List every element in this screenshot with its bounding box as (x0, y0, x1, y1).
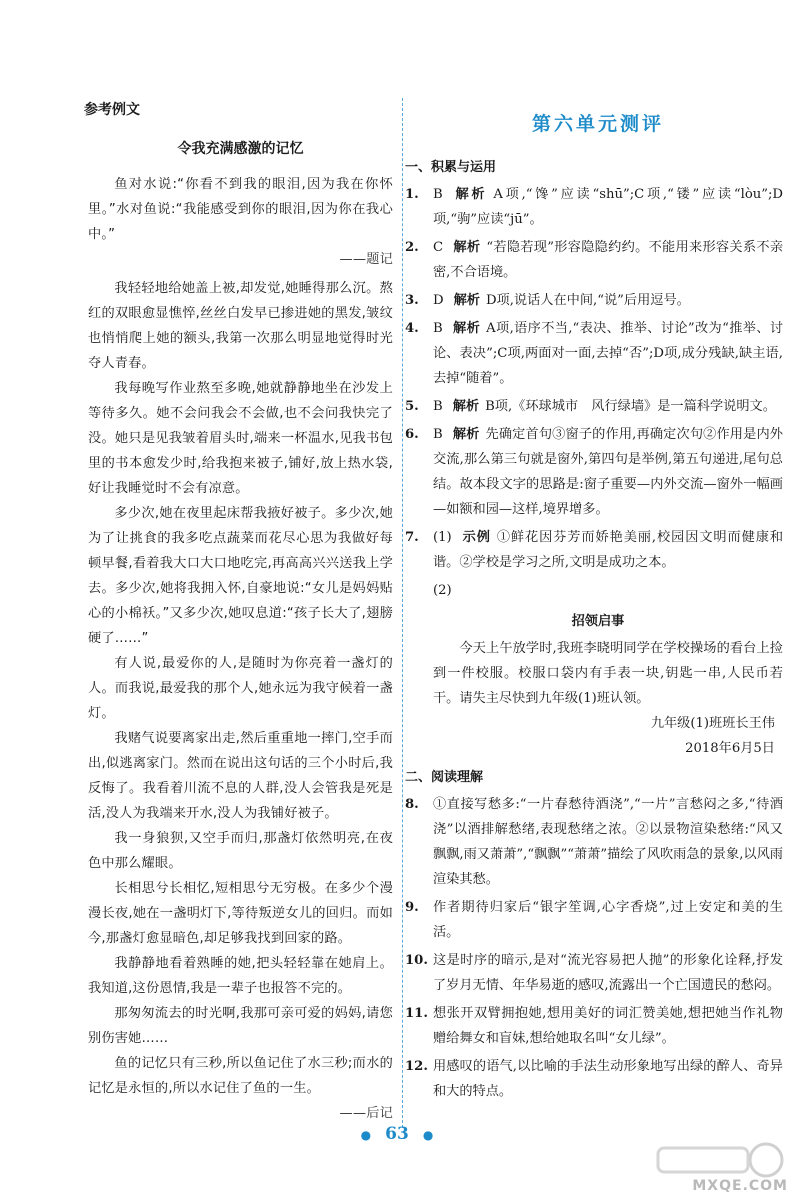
essay-paragraph: 鱼的记忆只有三秒,所以鱼记住了水三秒;而水的记忆是永恒的,所以水记住了鱼的一生。 (88, 1056, 393, 1096)
essay-paragraph: 我静静地看着熟睡的她,把头轻轻靠在她肩上。我知道,这份恩情,我是一辈子也报答不完的。 (88, 956, 393, 996)
notice-date: 2018年6月5日 (685, 741, 775, 756)
subpart-label: (2) (433, 583, 452, 598)
essay-paragraph: 那匆匆流去的时光啊,我那可亲可爱的妈妈,请您别伤害她…… (88, 1006, 393, 1046)
section-title: 参考例文 (84, 102, 140, 118)
question-number: 1. (405, 187, 419, 202)
answer-choice: C (433, 240, 444, 255)
question-item (405, 235, 784, 285)
analysis-label: 解析 (452, 187, 488, 202)
epigraph-signature: ——题记 (339, 252, 393, 267)
page-number-text: 63 (385, 1124, 409, 1144)
column-divider (402, 98, 403, 1128)
question-number: 5. (405, 399, 419, 414)
question-text: D项,说话人在中间,“说”后用逗号。 (485, 293, 690, 308)
epigraph: 鱼对水说:“你看不到我的眼泪,因为我在你怀里。”水对鱼说:“我能感受到你的眼泪,因为你在我心中。” (88, 177, 393, 242)
question-number: 2. (405, 240, 419, 255)
question-text: 用感叹的语气,以比喻的手法生动形象地写出绿的醉人、奇异和大的特点。 (433, 1059, 783, 1099)
essay-paragraph: 多少次,她在夜里起床帮我掖好被子。多少次,她为了让挑食的我多吃点蔬菜而花尽心思为我做好每顿早餐,看着我大口大口地吃完,再高高兴兴送我上学去。多少次,她将我拥入怀,自豪地说:“女儿是妈妈贴心的小棉袄。”又多少次,她叹息道:“孩子长大了,翅膀硬了……” (88, 506, 393, 646)
answer-choice: D (433, 293, 444, 308)
question-item (405, 1001, 783, 1051)
unit-title: 第六单元测评 (531, 113, 664, 135)
analysis-label: 解析 (453, 293, 480, 308)
question-number: 4. (405, 321, 419, 336)
left-column (84, 98, 393, 1126)
question-item (405, 895, 783, 945)
essay-paragraph: 我每晚写作业熬至多晚,她就静静地坐在沙发上等待多久。她不会问我会不会做,也不会问我快完了没。她只是见我皱着眉头时,端来一杯温水,见我书包里的书本愈发少时,给我抱来被子,铺好,放上热水袋,好让我睡觉时不会有凉意。 (88, 381, 393, 496)
question-number: 7. (405, 530, 419, 545)
question-item (405, 525, 783, 575)
essay-paragraph: 长相思兮长相忆,短相思兮无穷极。在多少个漫漫长夜,她在一盏明灯下,等待叛逆女儿的回归。而如今,那盏灯愈显暗色,却足够我找到回家的路。 (88, 881, 393, 946)
answer-choice: B (433, 399, 443, 414)
question-text: 作者期待归家后“银字笙调,心字香烧”,过上安定和美的生活。 (433, 900, 783, 940)
part1-title: 一、积累与运用 (405, 160, 497, 175)
question-number: 12. (405, 1059, 428, 1074)
analysis-label: 解析 (453, 240, 481, 255)
dot-icon: ● (360, 1127, 372, 1142)
question-text: A项,“馋”应读“shū”;C项,“镂”应读“lòu”;D项,“驹”应读“jū”。 (433, 187, 784, 227)
question-text: ①鲜花因芬芳而娇艳美丽,校园因文明而健康和谐。②学校是学习之所,文明是成功之本。 (433, 530, 783, 570)
question-number: 11. (405, 1006, 428, 1021)
question-item (405, 948, 783, 998)
essay-paragraph: 有人说,最爱你的人,是随时为你亮着一盏灯的人。而我说,最爱我的那个人,她永远为我守候着一盏灯。 (88, 656, 393, 721)
question-text: “若隐若现”形容隐隐约约。不能用来形容关系不亲密,不合语境。 (433, 240, 784, 280)
answer-choice: B (433, 427, 443, 442)
question-text: ①直接写愁多:“一片春愁待酒浇”,“一片”言愁闷之多,“待酒浇”以酒排解愁绪,表现愁绪之浓。②以景物渲染愁绪:“风又飘飘,雨又萧萧”,“飘飘”“萧萧”描绘了风吹雨急的景象,以风雨渲染其愁。 (433, 797, 783, 887)
question-item (405, 1054, 783, 1104)
watermark-text: MXQE.COM (692, 1178, 788, 1194)
question-item (405, 394, 783, 419)
example-label: 示例 (461, 530, 491, 545)
part2-title: 二、阅读理解 (405, 770, 484, 785)
closing-signature: ——后记 (339, 1106, 393, 1121)
essay-paragraph: 我赌气说要离家出走,然后重重地一摔门,空手而出,似逃离家门。然而在说出这句话的三个小时后,我反悔了。我看着川流不息的人群,没人会管我是死是活,没人为我端来开水,没人为我铺好被子。 (88, 731, 393, 821)
question-text: A项,语序不当,“表决、推举、讨论”改为“推举、讨论、表决”;C项,两面对一面,去掉“否”;D项,成分残缺,缺主语,去掉“随着”。 (433, 321, 784, 386)
analysis-label: 解析 (452, 427, 480, 442)
question-number: 3. (405, 293, 419, 308)
question-item (405, 422, 783, 522)
watermark (648, 1140, 792, 1200)
question-item (405, 182, 784, 232)
notice-signer: 九年级(1)班班长王伟 (650, 716, 775, 731)
analysis-label: 解析 (452, 399, 480, 414)
notice-body: 今天上午放学时,我班李晓明同学在学校操场的看台上捡到一件校服。校服口袋内有手表一块,钥匙一串,人民币若干。请失主尽快到九年级(1)班认领。 (433, 641, 783, 706)
question-item (405, 288, 783, 313)
question-subpart (413, 578, 783, 603)
answer-choice: (1) (433, 530, 452, 545)
analysis-label: 解析 (452, 321, 481, 336)
question-item (405, 316, 784, 391)
question-number: 10. (405, 953, 428, 968)
essay-title: 令我充满感激的记忆 (177, 141, 304, 157)
question-text: 想张开双臂拥抱她,想用美好的词汇赞美她,想把她当作礼物赠给舞女和盲妹,想给她取名叫“女儿绿”。 (433, 1006, 783, 1046)
question-number: 6. (405, 427, 419, 442)
notice-title: 招领启事 (571, 614, 625, 629)
essay-paragraph: 我一身狼狈,又空手而归,那盏灯依然明亮,在夜色中那么耀眼。 (88, 831, 393, 871)
question-text: 先确定首句③窗子的作用,再确定次句②作用是内外交流,那么第三句就是窗外,第四句是举例,第五句递进,尾句总结。故本段文字的思路是:窗子重要—内外交流—窗外一幅画—如额和园—这样,境界增多。 (433, 427, 783, 517)
answer-choice: B (433, 187, 443, 202)
right-column (405, 112, 784, 1107)
question-text: 这是时序的暗示,是对“流光容易把人抛”的形象化诠释,抒发了岁月无情、年华易逝的感叹,流露出一个亡国遗民的愁闷。 (433, 953, 783, 993)
question-number: 9. (405, 900, 419, 915)
question-item (405, 792, 783, 892)
dot-icon: ● (422, 1127, 434, 1142)
question-number: 8. (405, 797, 419, 812)
essay-paragraph: 我轻轻地给她盖上被,却发觉,她睡得那么沉。熬红的双眼愈显憔悴,丝丝白发早已掺进她的黑发,皱纹也悄悄爬上她的额头,我第一次那么明显地觉得时光夺人青春。 (88, 281, 393, 371)
question-text: B项,《环球城市 风行绿墙》是一篇科学说明文。 (485, 399, 776, 414)
answer-choice: B (433, 321, 443, 336)
